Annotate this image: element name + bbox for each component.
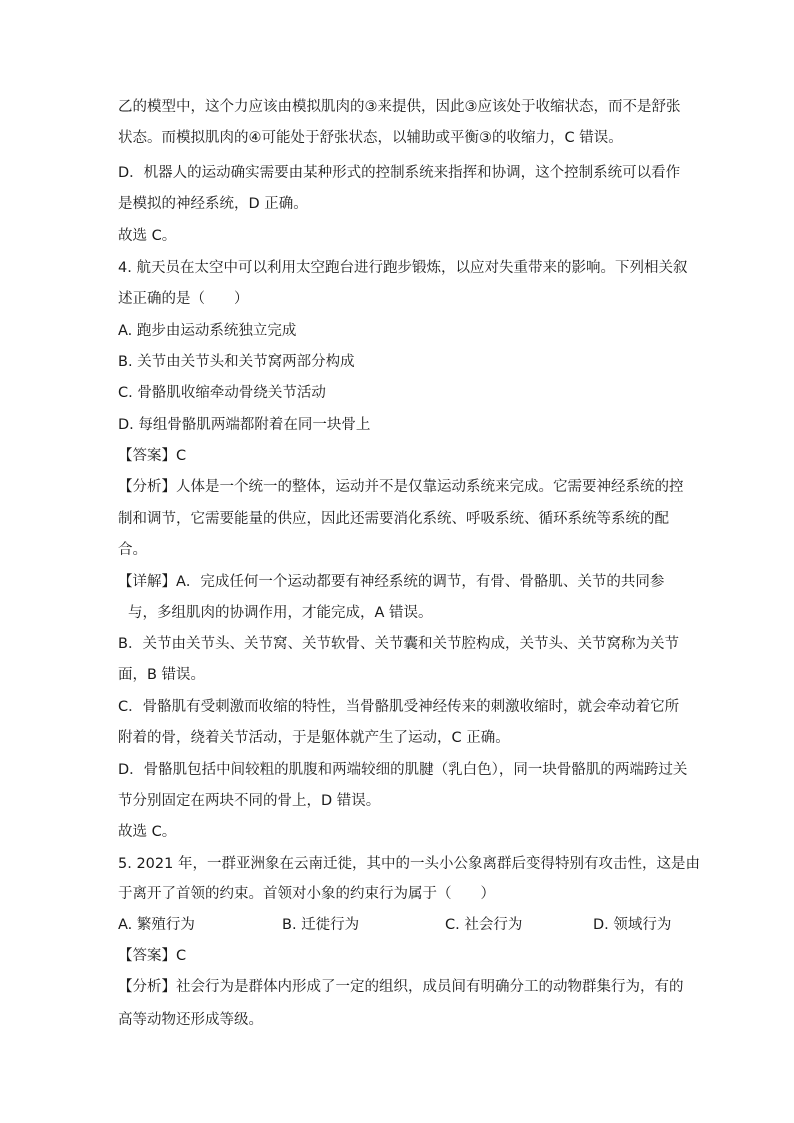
- analysis-text: 合。: [118, 542, 147, 558]
- question-5-stem: 于离开了首领的约束。首领对小象的约束行为属于（ ）: [118, 886, 495, 902]
- question-5-stem: 5. 2021 年，一群亚洲象在云南迁徙，其中的一头小公象离群后变得特别有攻击性，这是由: [118, 856, 700, 872]
- detail-text: 附着的骨，绕着关节活动，于是躯体就产生了运动，C 正确。: [118, 730, 510, 746]
- question-4-stem: 述正确的是（ ）: [118, 291, 249, 307]
- question-5-option-b: B. 迁徙行为: [282, 917, 360, 933]
- question-5-option-d: D. 领域行为: [593, 917, 672, 933]
- text-line: D．机器人的运动确实需要由某种形式的控制系统来指挥和协调，这个控制系统可以看作: [118, 165, 681, 181]
- question-4-option-b: B. 关节由关节头和关节窝两部分构成: [118, 354, 355, 370]
- detail-text: 【详解】A．完成任何一个运动都要有神经系统的调节，有骨、骨骼肌、关节的共同参: [118, 574, 665, 590]
- detail-text: D．骨骼肌包括中间较粗的肌腹和两端较细的肌腱（乳白色），同一块骨骼肌的两端跨过关: [118, 762, 688, 778]
- analysis-text: 高等动物还形成等级。: [118, 1012, 263, 1028]
- answer-label: 【答案】C: [118, 948, 187, 964]
- analysis-text: 【分析】人体是一个统一的整体，运动并不是仅靠运动系统来完成。它需要神经系统的控: [118, 479, 684, 495]
- detail-text: 节分别固定在两块不同的骨上，D 错误。: [118, 793, 381, 809]
- text-line: 是模拟的神经系统，D 正确。: [118, 196, 308, 212]
- question-5-option-a: A. 繁殖行为: [118, 917, 195, 933]
- detail-text: B．关节由关节头、关节窝、关节软骨、关节囊和关节腔构成，关节头、关节窝称为关节: [118, 636, 679, 652]
- detail-text: 与，多组肌肉的协调作用，才能完成，A 错误。: [128, 605, 433, 621]
- question-4-option-a: A. 跑步由运动系统独立完成: [118, 323, 297, 339]
- text-line: 乙的模型中，这个力应该由模拟肌肉的③来提供，因此③应该处于收缩状态，而不是舒张: [118, 99, 681, 115]
- question-4-option-c: C. 骨骼肌收缩牵动骨绕关节活动: [118, 385, 326, 401]
- analysis-text: 制和调节，它需要能量的供应，因此还需要消化系统、呼吸系统、循环系统等系统的配: [118, 511, 669, 527]
- question-4-option-d: D. 每组骨骼肌两端都附着在同一块骨上: [118, 417, 371, 433]
- text-line: 状态。而模拟肌肉的④可能处于舒张状态，以辅助或平衡③的收缩力，C 错误。: [118, 130, 623, 146]
- text-line: 故选 C。: [118, 824, 177, 840]
- answer-label: 【答案】C: [118, 448, 187, 464]
- question-4-stem: 4. 航天员在太空中可以利用太空跑台进行跑步锻炼，以应对失重带来的影响。下列相关叙: [118, 260, 688, 276]
- question-5-option-c: C. 社会行为: [445, 917, 523, 933]
- analysis-text: 【分析】社会行为是群体内形成了一定的组织，成员间有明确分工的动物群集行为，有的: [118, 979, 684, 995]
- detail-text: 面，B 错误。: [118, 667, 206, 683]
- detail-text: C．骨骼肌有受刺激而收缩的特性，当骨骼肌受神经传来的刺激收缩时，就会牵动着它所: [118, 699, 680, 715]
- text-line: 故选 C。: [118, 228, 177, 244]
